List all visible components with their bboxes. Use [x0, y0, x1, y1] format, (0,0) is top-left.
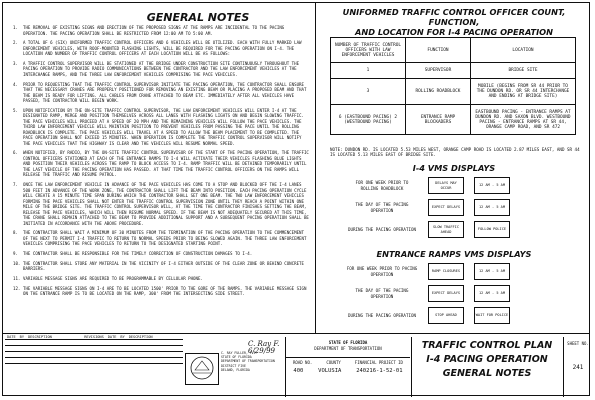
title-line1: TRAFFIC CONTROL PLAN: [421, 340, 553, 351]
uto-header-function: FUNCTION: [406, 38, 471, 63]
engineer-line: STATE OF FLORIDA: [221, 355, 252, 360]
general-notes-title: GENERAL NOTES: [146, 11, 250, 24]
uto-title-line1: UNIFORMED TRAFFIC CONTROL OFFICER COUNT, FUNCTION,: [342, 7, 566, 27]
vms-display-panel: 12 AM - 5 AM: [474, 263, 510, 280]
general-note: [13, 286, 309, 297]
note-number: 10.: [13, 260, 21, 266]
note-number: 7.: [13, 182, 18, 188]
vms-display-panel: 12 AM - 5 AM: [474, 177, 510, 194]
engineer-line: C. RAY FULLER, P.E.: [221, 351, 258, 355]
sheet-label: SHEET NO.: [567, 341, 589, 346]
vms-display-panel: 12 AM - 5 AM: [474, 199, 510, 216]
vms-display-panel: EXPECT DELAYS: [428, 285, 464, 302]
note-text: THE REMOVAL OF EXISTING SIGNS AND ERECTION OF THE PROPOSED SIGNS AT THE RAMPS ARE INCIDENTAL TO THE PACING OPERATION. THE PACING OPERATION SHALL BE RESTRICTED FROM 12:00 AM TO 5:00 AM.: [23, 25, 285, 36]
rev-col-by: BY: [19, 334, 24, 339]
ramp-vms-title: ENTRANCE RAMPS VMS DISPLAYS: [376, 249, 532, 259]
uto-cell: ROLLING ROADBLOCK: [406, 79, 471, 105]
rev-col-date: DATE: [7, 334, 16, 339]
uto-cell: 3: [331, 79, 406, 105]
note-number: 11.: [13, 275, 21, 281]
note-text: VARIABLE MESSAGE SIGNS ARE REQUIRED TO BE PROGRAMMABLE BY CELLULAR PHONE.: [23, 275, 203, 281]
county-name: VOLUSIA: [318, 368, 342, 374]
fdot-seal-icon: [187, 354, 217, 382]
uto-header-location: LOCATION: [471, 38, 576, 63]
engineer-line: DEPARTMENT OF TRANSPORTATION: [221, 359, 275, 364]
note-number: 2.: [13, 40, 18, 46]
general-note: [13, 261, 309, 272]
sheet-number: 241: [572, 364, 584, 371]
ramp-vms-row: [346, 307, 510, 324]
vms-label: DURING THE PACING OPERATION: [347, 226, 417, 232]
i4-vms-row: [346, 221, 510, 238]
state-col-road: ROAD NO.: [293, 360, 313, 365]
rev-col-description: DESCRIPTION: [27, 334, 52, 339]
vms-display-panel: DELAYS MAY OCCUR: [428, 177, 464, 194]
uto-cell: MOBILE (BEGINS FROM SR 44 PRIOR TO THE DUNDON RD. OR SR 44 INTERCHANGE AND ENDING AT BRIDGE SITE): [471, 79, 576, 105]
note-number: 12.: [13, 285, 21, 291]
uto-title-line2: AND LOCATION FOR I-4 PACING OPERATION: [355, 27, 553, 37]
state-block: [285, 337, 410, 397]
vms-label: FOR ONE WEEK PRIOR TO PACING OPERATION: [346, 266, 418, 277]
signature-date: 6/29/99: [248, 347, 275, 355]
note-text: A TRAFFIC CONTROL SUPERVISOR WILL BE STATIONED AT THE BRIDGE UNDER CONSTRUCTION SITE CONTINUOUSLY THROUGHOUT THE PACING OPERATION TO PROVIDE RADIO COMMUNICATIONS BETWEEN THE CONTRACTOR AND THE LAW ENFORCEMENT VEHICLES AT THE INTERCHANGE RAMPS, AND THE THREE LAW ENFORCEMENT VEHICLES COMPRISING THE PACE VEHICLES.: [23, 60, 300, 77]
general-note: [13, 182, 309, 226]
note-text: UPON NOTIFICATION BY THE ON-SITE TRAFFIC CONTROL SUPERVISOR, THE LAW ENFORCEMENT VEHICLES WILL ENTER I-4 AT THE DESIGNATED RAMP, MERGE AND POSITION THEMSELVES ACROSS ALL LANES WITH FLASHING LIGHTS ON AND BEGIN SLOWING TRAFFIC. THE PACE VEHICLES WILL PROCEED AT A SPEED OF 20 MPH AND THE REMAINING VEHICLES WILL FOLLOW THE PACE VEHICLES. THE THIRD LAW ENFORCEMENT VEHICLE WILL MAINTAIN POSITION TO PREVENT VEHICLES FROM PASSING THE PACE UNTIL THE ROLLING ROADBLOCK IS COMPLETE. THE PACE VEHICLES WILL TRAVEL AT A SPEED TO ALLOW THE BEAM PLACEMENT TO BE COMPLETED. THE PACE OPERATION SHALL NOT EXCEED 15 MINUTES. WHEN OPERATION IS COMPLETE THE TRAFFIC CONTROL SUPERVISOR WILL NOTIFY THE PACE VEHICLES THAT THE HIGHWAY IS CLEAR AND THE VEHICLES WILL RESUME NORMAL SPEED.: [23, 107, 304, 146]
uto-table: [330, 37, 576, 135]
note-text: WHEN NOTIFIED, BY RADIO, BY THE ON-SITE TRAFFIC CONTROL SUPERVISOR OF THE START OF THE PACING OPERATION, THE TRAFFIC CONTROL OFFICERS STATIONED AT EACH OF THE ENTRANCE RAMPS TO I-4 WILL ACTIVATE THEIR VEHICLES FLASHING BLUE LIGHTS AND POSITION THEIR VEHICLES ACROSS THE RAMP TO BLOCK ACCESS TO I-4. RAMP TRAFFIC WILL BE DETAINED TEMPORARILY UNTIL THE LAST VEHICLE OF THE PACING OPERATION HAS PASSED. AT THAT TIME THE TRAFFIC CONTROL OFFICERS ON THE RAMPS WILL RELEASE THE TRAFFIC AND RESUME PATROL.: [23, 150, 309, 178]
state-header: STATE OF FLORIDA: [328, 340, 368, 345]
rev-col-date-2: DATE: [107, 334, 117, 339]
revisions-header: [5, 333, 183, 340]
general-note: [13, 40, 309, 57]
note-number: 9.: [13, 251, 18, 256]
general-note: [13, 25, 309, 36]
engineer-block: [221, 351, 281, 372]
note-text: PRIOR TO REQUESTING THAT THE TRAFFIC CONTROL SUPERVISOR INITIATE THE PACING OPERATION, THE CONTRACTOR SHALL ENSURE THAT THE NECESSARY CRANES ARE PROPERLY POSITIONED FOR REMOVING AN EXISTING BEAM OR PLACING A PROPOSED BEAM AND THAT THE BEAM IS READY FOR LIFTING. ALL CABLES FROM CRANE ATTACHED TO BEAM ETC. IMMEDIATELY AFTER ALL VEHICLES HAVE PASSED, THE CONTRACTOR WILL BEGIN WORK.: [23, 81, 307, 104]
ramp-vms-row: [346, 263, 510, 280]
uto-title: [316, 7, 592, 37]
state-col-project: FINANCIAL PROJECT ID: [354, 360, 403, 365]
general-note: [13, 82, 309, 104]
vms-display-panel: 12 AM - 5 AM: [474, 285, 510, 302]
i4-vms-title: I-4 VMS DISPLAYS: [412, 163, 496, 173]
vms-display-panel: SLOW TRAFFIC AHEAD: [428, 221, 464, 238]
rev-col-description-2: DESCRIPTION: [128, 334, 153, 339]
rev-col-by-2: BY: [120, 334, 125, 339]
i4-vms-row: [346, 177, 510, 194]
revision-row: [5, 358, 183, 364]
uto-note: NOTE: DUNDON RD. IS LOCATED 5.53 MILES WEST, ORANGE CAMP ROAD IS LOCATED 2.87 MILES EAST, AND SR 44 IS LOCATED 5.13 MILES EAST OF BRIDGE SITE.: [330, 147, 580, 158]
financial-project-id: 240216-1-52-01: [356, 368, 403, 374]
state-columns: [286, 357, 410, 365]
uto-cell: 1: [331, 63, 406, 79]
rev-title: REVISIONS: [84, 334, 104, 339]
note-number: 4.: [13, 81, 18, 87]
note-number: 5.: [13, 107, 18, 113]
i4-vms-row: [346, 199, 510, 216]
vms-label: THE DAY OF THE PACING OPERATION: [355, 202, 409, 213]
general-note: [13, 108, 309, 147]
drawing-sheet: [2, 2, 590, 396]
right-column: [315, 3, 592, 333]
note-number: 6.: [13, 150, 18, 156]
uto-cell: BRIDGE SITE: [471, 63, 576, 79]
vms-display-panel: EXPECT DELAYS: [428, 199, 464, 216]
uto-cell: 6 (EASTBOUND PACING) 2 (WESTBOUND PACING): [331, 105, 406, 135]
note-number: 8.: [13, 230, 18, 236]
vms-display-panel: FOLLOW POLICE: [474, 221, 510, 238]
uto-cell: ENTRANCE RAMP BLOCKADERS: [406, 105, 471, 135]
general-note: [13, 251, 309, 257]
revisions-block: [5, 333, 183, 397]
note-text: A TOTAL OF 6 (SIX) UNIFORMED TRAFFIC CONTROL OFFICERS AND 6 VEHICLES WILL BE UTILIZED. EACH WITH FULLY MARKED LAW ENFORCEMENT VEHICLES, WITH ROOF-MOUNTED FLASHING LIGHTS, WILL BE REQUIRED FOR THE PACING OPERATION ON I-4. THE LOCATION AND NUMBER OF TRAFFIC CONTROL OFFICERS AT EACH LOCATION WILL BE AS FOLLOWS:: [23, 40, 302, 57]
vms-display-panel: WAIT FOR POLICE: [474, 307, 510, 324]
note-text: THE CONTRACTOR SHALL BE RESPONSIBLE FOR THE TIMELY CORRECTION OF CONSTRUCTION DAMAGES TO I-4.: [23, 251, 253, 256]
general-notes-list: [13, 25, 309, 301]
ramp-vms-row: [346, 285, 510, 302]
title-block: [411, 337, 562, 397]
general-note: [13, 230, 309, 247]
note-text: ONCE THE LAW ENFORCEMENT VEHICLE IN ADVANCE OF THE PACE VEHICLES HAS COME TO A STOP AND BLOCKED OFF THE I-4 LANES 500 FEET IN ADVANCE OF THE WORK ZONE, THE CONTRACTOR SHALL LIFT THE BEAM INTO POSITION. EACH PACING OPERATION CYCLE WILL CREATE A 15 MINUTE TIME SPAN DURING WHICH THE CONTRACTOR SHALL SET ONE BEAM. THE TWO LAW ENFORCEMENT VEHICLES FORMING THE PACE VEHICLES SHALL NOT ENTER THE TRAFFIC CONTROL SUPERVISION ZONE UNTIL THEY REACH A POINT WITHIN ONE MILE OF THE BRIDGE SITE. THE TRAFFIC CONTROL SUPERVISOR WILL, AT THE TIME THE CONTRACTOR FINISHES SETTING THE BEAM, RELEASE THE PACE VEHICLES, WHICH WILL THEN RESUME NORMAL SPEED. IF THE BEAM IS NOT ADEQUATELY SECURED AT THIS TIME, THE CRANE SHALL REMAIN ATTACHED TO THE BEAM TO PROVIDE ADDITIONAL SUPPORT AND A SUBSEQUENT PACING OPERATION SHALL BE INITIATED IN ACCORDANCE WITH THE ABOVE PROCEDURE.: [23, 182, 309, 226]
general-note: [13, 150, 309, 178]
vms-display-panel: STOP AHEAD: [428, 307, 464, 324]
uto-cell: SUPERVISOR: [406, 63, 471, 79]
state-sub: DEPARTMENT OF TRANSPORTATION: [314, 346, 382, 351]
note-text: THE VARIABLE MESSAGE SIGNS ON I-4 ARE TO BE LOCATED 1500' PRIOR TO THE GORE OF THE RAMPS. THE VARIABLE MESSAGE SIGN ON THE ENTRANCE RAMP IS TO BE LOCATED ON THE RAMP, 300' FROM THE INTERSECTING SIDE STREET.: [23, 285, 307, 297]
vms-label: THE DAY OF THE PACING OPERATION: [355, 288, 409, 299]
title-line2: I-4 PACING OPERATION: [426, 354, 548, 365]
general-note: [13, 276, 309, 282]
engineer-line: DELAND, FLORIDA: [221, 367, 250, 372]
fdot-logo: [185, 353, 219, 385]
uto-header-count: NUMBER OF TRAFFIC CONTROL OFFICERS WITH LAW ENFORCEMENT VEHICLES: [331, 38, 406, 63]
vms-label: FOR ONE WEEK PRIOR TO ROLLING ROADBLOCK: [355, 180, 409, 191]
state-values: [286, 368, 410, 374]
road-number: 400: [293, 368, 304, 374]
note-number: 3.: [13, 60, 18, 66]
general-note: [13, 61, 309, 78]
sheet-number-block: [563, 337, 592, 397]
vms-display-panel: RAMP CLOSURES: [428, 263, 464, 280]
note-text: THE CONTRACTOR SHALL STORE ANY MATERIAL IN THE VICINITY OF I-4 EITHER OUTSIDE OF THE CLEAR ZONE OR BEHIND CONCRETE BARRIERS.: [23, 260, 304, 272]
title-line3: GENERAL NOTES: [442, 368, 532, 379]
signature-text: C. Ray F.: [248, 340, 280, 348]
uto-cell: EASTBOUND PACING - ENTRANCE RAMPS AT DUNDON RD. AND SAXON BLVD. WESTBOUND PACING - ENTRANCE RAMPS AT SR 44, ORANGE CAMP ROAD, AND SR 472: [471, 105, 576, 135]
note-number: 1.: [13, 25, 18, 30]
vms-label: DURING THE PACING OPERATION: [347, 312, 417, 318]
state-col-county: COUNTY: [326, 360, 341, 365]
note-text: THE CONTRACTOR SHALL WAIT A MINIMUM OF 30 MINUTES FROM THE TERMINATION OF THE PACING OPERATION TO THE COMMENCEMENT OF THE NEXT TO PERMIT I-4 TRAFFIC TO RETURN TO NORMAL SPEEDS PRIOR TO BEING SLOWED AGAIN. THE THREE LAW ENFORCEMENT VEHICLES COMPRISING THE PACE VEHICLES TO RETURN TO THE DESIGNATED STARTING POINT.: [23, 230, 307, 247]
engineer-line: DISTRICT FIVE: [221, 363, 246, 368]
